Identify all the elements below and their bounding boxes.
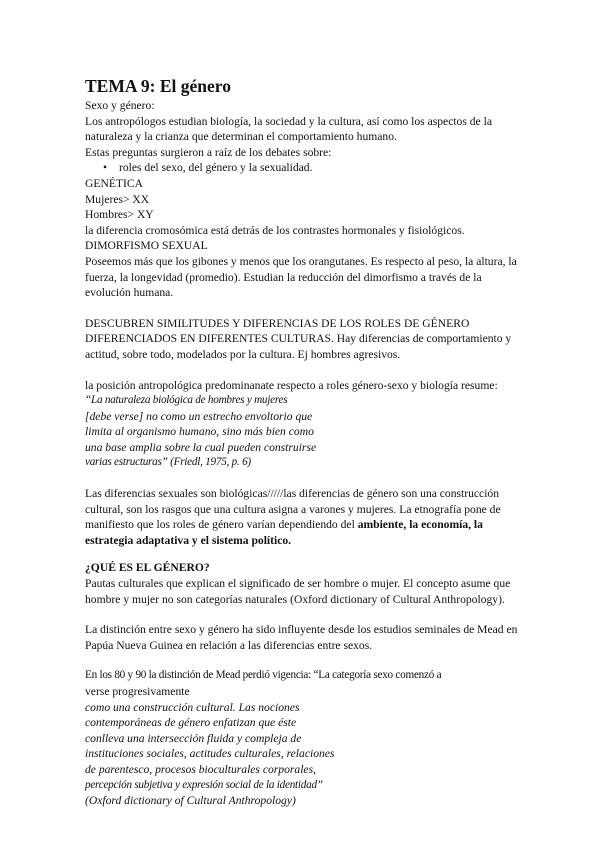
friedl-quote-line: “La naturaleza biológica de hombres y mujeres (85, 394, 288, 407)
intro-line-3: Estas preguntas surgieron a raíz de los debates sobre: (85, 145, 332, 159)
diferencias-paragraph (85, 486, 525, 548)
mead-lead-2: verse progresivamente (85, 685, 190, 698)
similitudes-paragraph: DESCUBREN SIMILITUDES Y DIFERENCIAS DE LOS ROLES DE GÉNERO DIFERENCIADOS EN DIFERENTES CULTURAS. Hay diferencias de comportamiento y actitud, sobre todo, modelados por la cultura. Ej hombres agresivos. (85, 316, 512, 361)
genetica-heading: GENÉTICA (85, 176, 143, 190)
bullet-item (85, 160, 525, 176)
dimorfismo-text: Poseemos más que los gibones y menos que los orangutanes. Es respecto al peso, la altura, la fuerza, la longevidad (promedio). Estudian la reducción del dimorfismo a través de la evolución humana. (85, 254, 517, 300)
friedl-quote-line: limita al organismo humano, sino más bien como (85, 425, 314, 439)
que-es-heading: ¿QUÉ ES EL GÉNERO? (85, 561, 210, 575)
mead-quote-line: como una construcción cultural. Las nociones (85, 700, 300, 714)
mead-quote-line: de parentesco, procesos bioculturales corporales, (85, 762, 316, 776)
diferencias-text: Las diferencias sexuales son biológicas/////las diferencias de género son una construcción cultural, son los rasgos que una cultura asigna a varones y mujeres. La etnografía pone de manifiesto que los roles de género varían dependiendo del (85, 487, 501, 532)
friedl-quote-line: varias estructuras” (Friedl, 1975, p. 6) (85, 456, 251, 469)
mead-quote-line: conlleva una intersección fluida y compleja de (85, 731, 302, 745)
mead-lead: En los 80 y 90 la distinción de Mead perdió vigencia: “La categoría sexo comenzó a (85, 669, 442, 682)
document-body (85, 76, 525, 809)
mead-quote (85, 700, 525, 809)
mead-quote-line: contemporáneas de género enfatizan que éste (85, 716, 297, 730)
mead-quote-line: percepción subjetiva y expresión social de la identidad” (85, 778, 323, 791)
friedl-quote (85, 393, 525, 471)
intro-line-2: Los antropólogos estudian biología, la sociedad y la cultura, así como los aspectos de la naturaleza y la crianza que determinan el comportamiento humano. (85, 114, 492, 144)
genetica-line-diferencia: la diferencia cromosómica está detrás de los contrastes hormonales y fisiológicos. (85, 223, 465, 237)
mead-quote-source: (Oxford dictionary of Cultural Anthropology) (85, 794, 296, 808)
bullet-text: roles del sexo, del género y la sexualidad. (119, 161, 313, 175)
friedl-quote-line: una base amplia sobre la cual pueden construirse (85, 440, 317, 454)
friedl-quote-line: [debe verse] no como un estrecho envoltorio que (85, 409, 313, 423)
mead-quote-line: instituciones sociales, actitudes culturales, relaciones (85, 747, 335, 761)
posicion-paragraph: la posición antropológica predominanate respecto a roles género-sexo y biología resume: (85, 378, 498, 392)
bullet-marker: • (103, 161, 108, 175)
dimorfismo-heading: DIMORFISMO SEXUAL (85, 239, 208, 253)
distincion-paragraph: La distinción entre sexo y género ha sido influyente desde los estudios seminales de Mead en Papúa Nueva Guinea en relación a las diferencias entre sexos. (85, 623, 518, 652)
genetica-line-hombres: Hombres> XY (85, 208, 154, 222)
intro-line-1: Sexo y género: (85, 99, 155, 112)
page-title: TEMA 9: El género (85, 76, 231, 96)
que-es-text: Pautas culturales que explican el significado de ser hombre o mujer. El concepto asume que hombre y mujer no son categorías naturales (Oxford dictionary of Cultural Anthropology). (85, 577, 511, 606)
genetica-line-mujeres: Mujeres> XX (85, 192, 150, 206)
diferencias-bold: ambiente, la economía, la estrategia adaptativa y el sistema político. (85, 518, 483, 547)
